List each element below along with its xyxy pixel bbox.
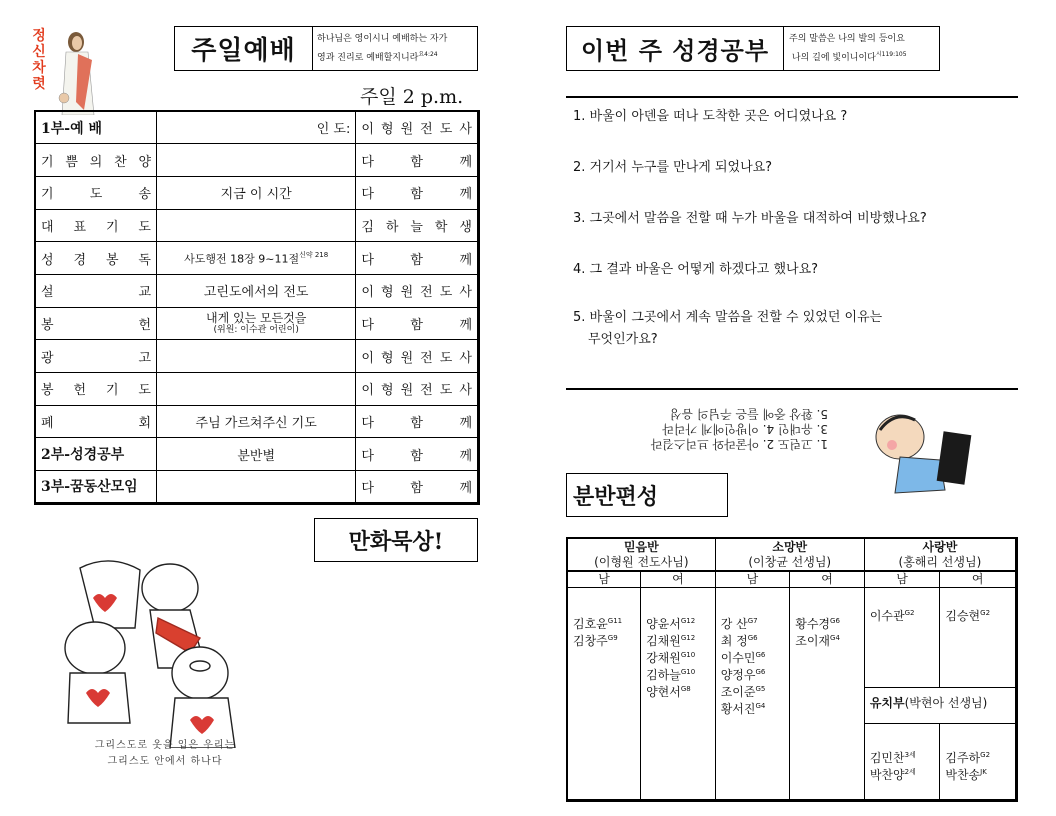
order-item: 3부-꿈동산모임 [35, 471, 157, 504]
order-row [35, 274, 479, 307]
order-item: 봉 헌 기 도 [35, 373, 157, 406]
question-5: 5. 바울이 그곳에서 계속 말씀을 전할 수 있었던 이유는 [573, 310, 883, 325]
question-5-cont: 무엇인가요? [588, 332, 658, 347]
order-content: 사도행전 18장 9~11절$^{신약 218}$ [157, 242, 356, 275]
student-name: 김호윤$^{G11}$ [573, 616, 623, 631]
side-tag: 정신차렷 [32, 28, 46, 92]
order-leader: 이 형 원 전 도 사 [356, 340, 479, 373]
student-name: 이수관$^{G2}$ [869, 608, 915, 623]
order-of-service-table [34, 110, 480, 505]
worship-verse: 하나님은 영이시니 예배하는 자가 영과 진리로 예배할지니라$^{요4:24}$ [317, 34, 448, 63]
order-item: 기 도 송 [35, 176, 157, 209]
unity-cartoon-illustration [40, 548, 270, 748]
faith-boys [567, 587, 641, 800]
divider-top [566, 96, 1018, 98]
boy-reading-bible-illustration [870, 405, 975, 500]
order-item: 기 쁨 의 찬 양 [35, 144, 157, 177]
question-3: 3. 그곳에서 말씀을 전할 때 누가 바울을 대적하여 비방했나요? [573, 211, 927, 226]
class-header-hope: 소망반 (이창균 선생님) [715, 538, 864, 571]
student-name: 김민찬$^{3세}$ [869, 750, 916, 765]
cartoon-caption: 그리스도로 옷을 입은 우리는 그리스도 안에서 하나다 [94, 740, 236, 767]
student-name: 강채원$^{G10}$ [646, 650, 696, 665]
student-name: 황수경$^{G6}$ [795, 616, 840, 631]
order-row [35, 209, 479, 242]
male-label: 남 [715, 571, 790, 587]
class-header-faith: 믿음반 (이형원 전도사님) [567, 538, 715, 571]
student-name: 김승현$^{G2}$ [945, 608, 991, 623]
order-content: 주님 가르쳐주신 기도 [157, 405, 356, 438]
student-name: 김창주$^{G9}$ [573, 633, 618, 648]
order-row [35, 176, 479, 209]
order-row [35, 471, 479, 504]
bible-study-title-box [566, 26, 940, 71]
love-boys [864, 587, 940, 687]
hope-boys [715, 587, 790, 800]
classes-title: 분반편성 [566, 473, 728, 517]
student-name: 박찬송$^{JK}$ [945, 767, 987, 782]
male-label: 남 [567, 571, 641, 587]
worship-title: 주일예배 [175, 27, 313, 70]
female-label: 여 [790, 571, 865, 587]
order-row [35, 373, 479, 406]
order-item: 2부-성경공부 [35, 438, 157, 471]
love-girls [940, 587, 1017, 687]
order-row [35, 438, 479, 471]
student-name: 최 정$^{G6}$ [720, 633, 758, 648]
order-content [157, 209, 356, 242]
student-name: 김하늘$^{G10}$ [646, 667, 696, 682]
jesus-illustration [48, 30, 108, 115]
female-label: 여 [940, 571, 1017, 587]
order-item: 봉 헌 [35, 307, 157, 340]
kindergarten-col1 [864, 723, 940, 800]
student-name: 김채원$^{G12}$ [646, 633, 696, 648]
order-content [157, 373, 356, 406]
male-label: 남 [864, 571, 940, 587]
order-row [35, 340, 479, 373]
question-2: 2. 거기서 누구를 만나게 되었나요? [573, 160, 773, 175]
order-content [157, 340, 356, 373]
order-content [157, 471, 356, 504]
order-row [35, 405, 479, 438]
order-item: 폐 회 [35, 405, 157, 438]
order-content: 고린도에서의 전도 [157, 274, 356, 307]
order-item: 성 경 봉 독 [35, 242, 157, 275]
manhwa-title: 만화묵상! [314, 518, 478, 562]
student-name: 박찬양$^{2세}$ [869, 767, 916, 782]
order-item: 광 고 [35, 340, 157, 373]
service-time: 주일 2 p.m. [360, 86, 464, 108]
question-1: 1. 바울이 아덴을 떠나 도착한 곳은 어디였나요 ? [573, 109, 848, 124]
order-leader: 이 형 원 전 도 사 [356, 373, 479, 406]
order-content [157, 144, 356, 177]
order-row [35, 307, 479, 340]
order-leader: 다 함 께 [356, 242, 479, 275]
order-row [35, 144, 479, 177]
order-row [35, 111, 479, 144]
class-header-love: 사랑반 (홍해리 선생님) [864, 538, 1016, 571]
student-name: 이수민$^{G6}$ [720, 650, 766, 665]
order-leader: 다 함 께 [356, 176, 479, 209]
student-name: 조이재$^{G4}$ [795, 633, 840, 648]
kindergarten-col2 [940, 723, 1017, 800]
student-name: 양정우$^{G6}$ [720, 667, 766, 682]
faith-girls [641, 587, 716, 800]
worship-title-box [174, 26, 478, 71]
question-4: 4. 그 결과 바울은 어떻게 하겠다고 했나요? [573, 262, 819, 277]
order-content: 내게 있는 모든것을 (위원: 이수관 어린이) [157, 307, 356, 340]
order-leader: 다 함 께 [356, 405, 479, 438]
order-content: 분반별 [157, 438, 356, 471]
order-leader: 이 형 원 전 도 사 [356, 274, 479, 307]
order-leader: 다 함 께 [356, 144, 479, 177]
order-leader: 다 함 께 [356, 307, 479, 340]
female-label: 여 [641, 571, 716, 587]
order-leader: 이 형 원 전 도 사 [356, 111, 479, 144]
student-name: 양윤서$^{G12}$ [646, 616, 696, 631]
upside-down-answers: 1. 고린도 2. 아굴라와 브리스길라 3. 유대인 4. 이방인에게 가리라 5. 환상 중에 들은 주님의 음성 [650, 407, 828, 451]
bible-study-verse: 주의 말씀은 나의 발의 등이요 나의 길에 빛이니이다$^{시119:105}$ [789, 34, 907, 63]
bible-study-title: 이번 주 성경공부 [567, 27, 784, 70]
student-name: 김주하$^{G2}$ [945, 750, 991, 765]
order-row [35, 242, 479, 275]
class-assignment-table [566, 537, 1018, 802]
order-content: 인 도: [157, 111, 356, 144]
student-name: 양현서$^{G8}$ [646, 684, 691, 699]
order-item: 1부-예 배 [35, 111, 157, 144]
student-name: 조이준$^{G5}$ [720, 684, 766, 699]
order-leader: 다 함 께 [356, 438, 479, 471]
kindergarten-header: 유치부(박현아 선생님) [864, 687, 1016, 723]
order-leader: 김 하 늘 학 생 [356, 209, 479, 242]
order-leader: 다 함 께 [356, 471, 479, 504]
order-content: 지금 이 시간 [157, 176, 356, 209]
hope-girls [790, 587, 865, 800]
divider-bottom [566, 388, 1018, 390]
order-item: 대 표 기 도 [35, 209, 157, 242]
student-name: 황서진$^{G4}$ [720, 701, 766, 716]
student-name: 강 산$^{G7}$ [720, 616, 758, 631]
order-item: 설 교 [35, 274, 157, 307]
